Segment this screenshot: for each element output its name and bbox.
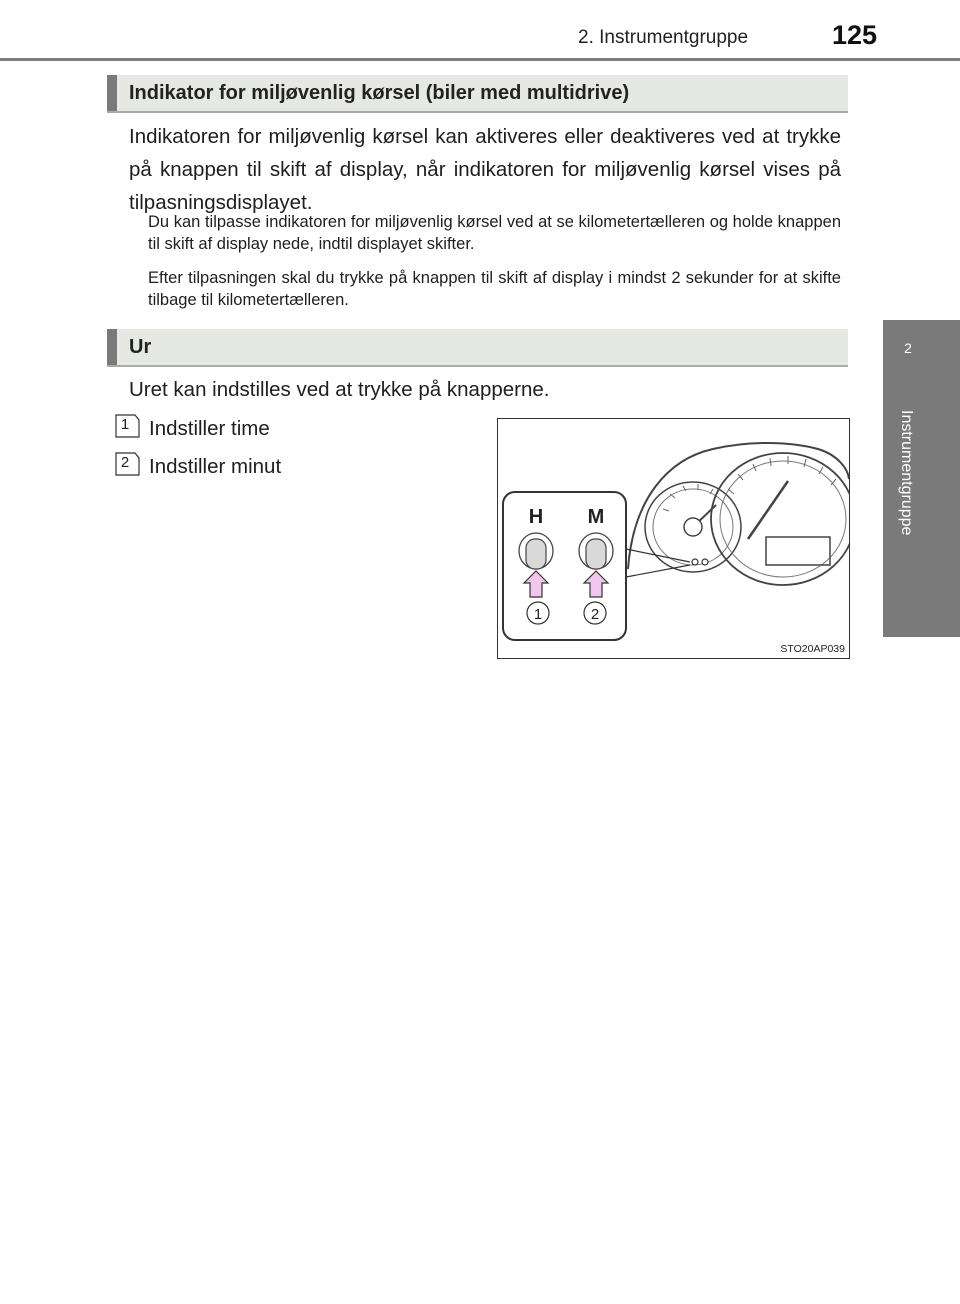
section2-body: Uret kan indstilles ved at trykke på knapperne. — [129, 378, 550, 401]
section1-note-2: Efter tilpasningen skal du trykke på knappen til skift af display i mindst 2 sekunder for at skifte tilbage til kilometertælleren. — [148, 269, 841, 309]
section-heading-text: Indikator for miljøvenlig kørsel (biler med multidrive) — [129, 82, 630, 104]
header-rule — [0, 58, 960, 61]
running-header-chapter: 2. Instrumentgruppe — [578, 27, 749, 48]
section-heading-clock — [107, 329, 848, 367]
list-item-label: Indstiller time — [149, 417, 270, 440]
section-heading-text: Ur — [129, 336, 152, 358]
clock-buttons-figure — [497, 418, 850, 659]
section1-note-1: Du kan tilpasse indikatoren for miljøvenlig kørsel ved at se kilometertælleren og holde knappen til skift af display nede, indtil displayet skifter. — [148, 213, 841, 253]
list-item — [115, 414, 270, 441]
page-number: 125 — [832, 20, 878, 50]
list-item-label: Indstiller minut — [149, 455, 282, 478]
section-heading-eco-indicator — [107, 75, 848, 113]
figure-callout-1: 1 — [533, 606, 543, 623]
side-tab — [883, 320, 960, 395]
figure-code: STO20AP039 — [780, 643, 845, 655]
list-item — [115, 452, 281, 479]
figure-callout-2: 2 — [590, 606, 600, 623]
side-tab-label: Instrumentgruppe — [898, 410, 915, 536]
section-heading-bar — [107, 329, 117, 365]
section1-body: Indikatoren for miljøvenlig kørsel kan aktiveres eller deaktiveres ved at trykke på knappen til skift af display, når indikatoren for miljøvenlig kørsel vises på tilpasningsdisplayet. — [129, 125, 841, 214]
instrument-cluster-illustration — [498, 419, 849, 658]
side-tab-lower — [883, 395, 960, 637]
side-tab-number: 2 — [904, 340, 912, 356]
section-heading-bar — [107, 75, 117, 111]
callout-number-icon: 1 — [115, 414, 141, 438]
m-button-label: M — [587, 506, 605, 528]
callout-number-icon: 2 — [115, 452, 141, 476]
h-button-label: H — [528, 506, 544, 528]
